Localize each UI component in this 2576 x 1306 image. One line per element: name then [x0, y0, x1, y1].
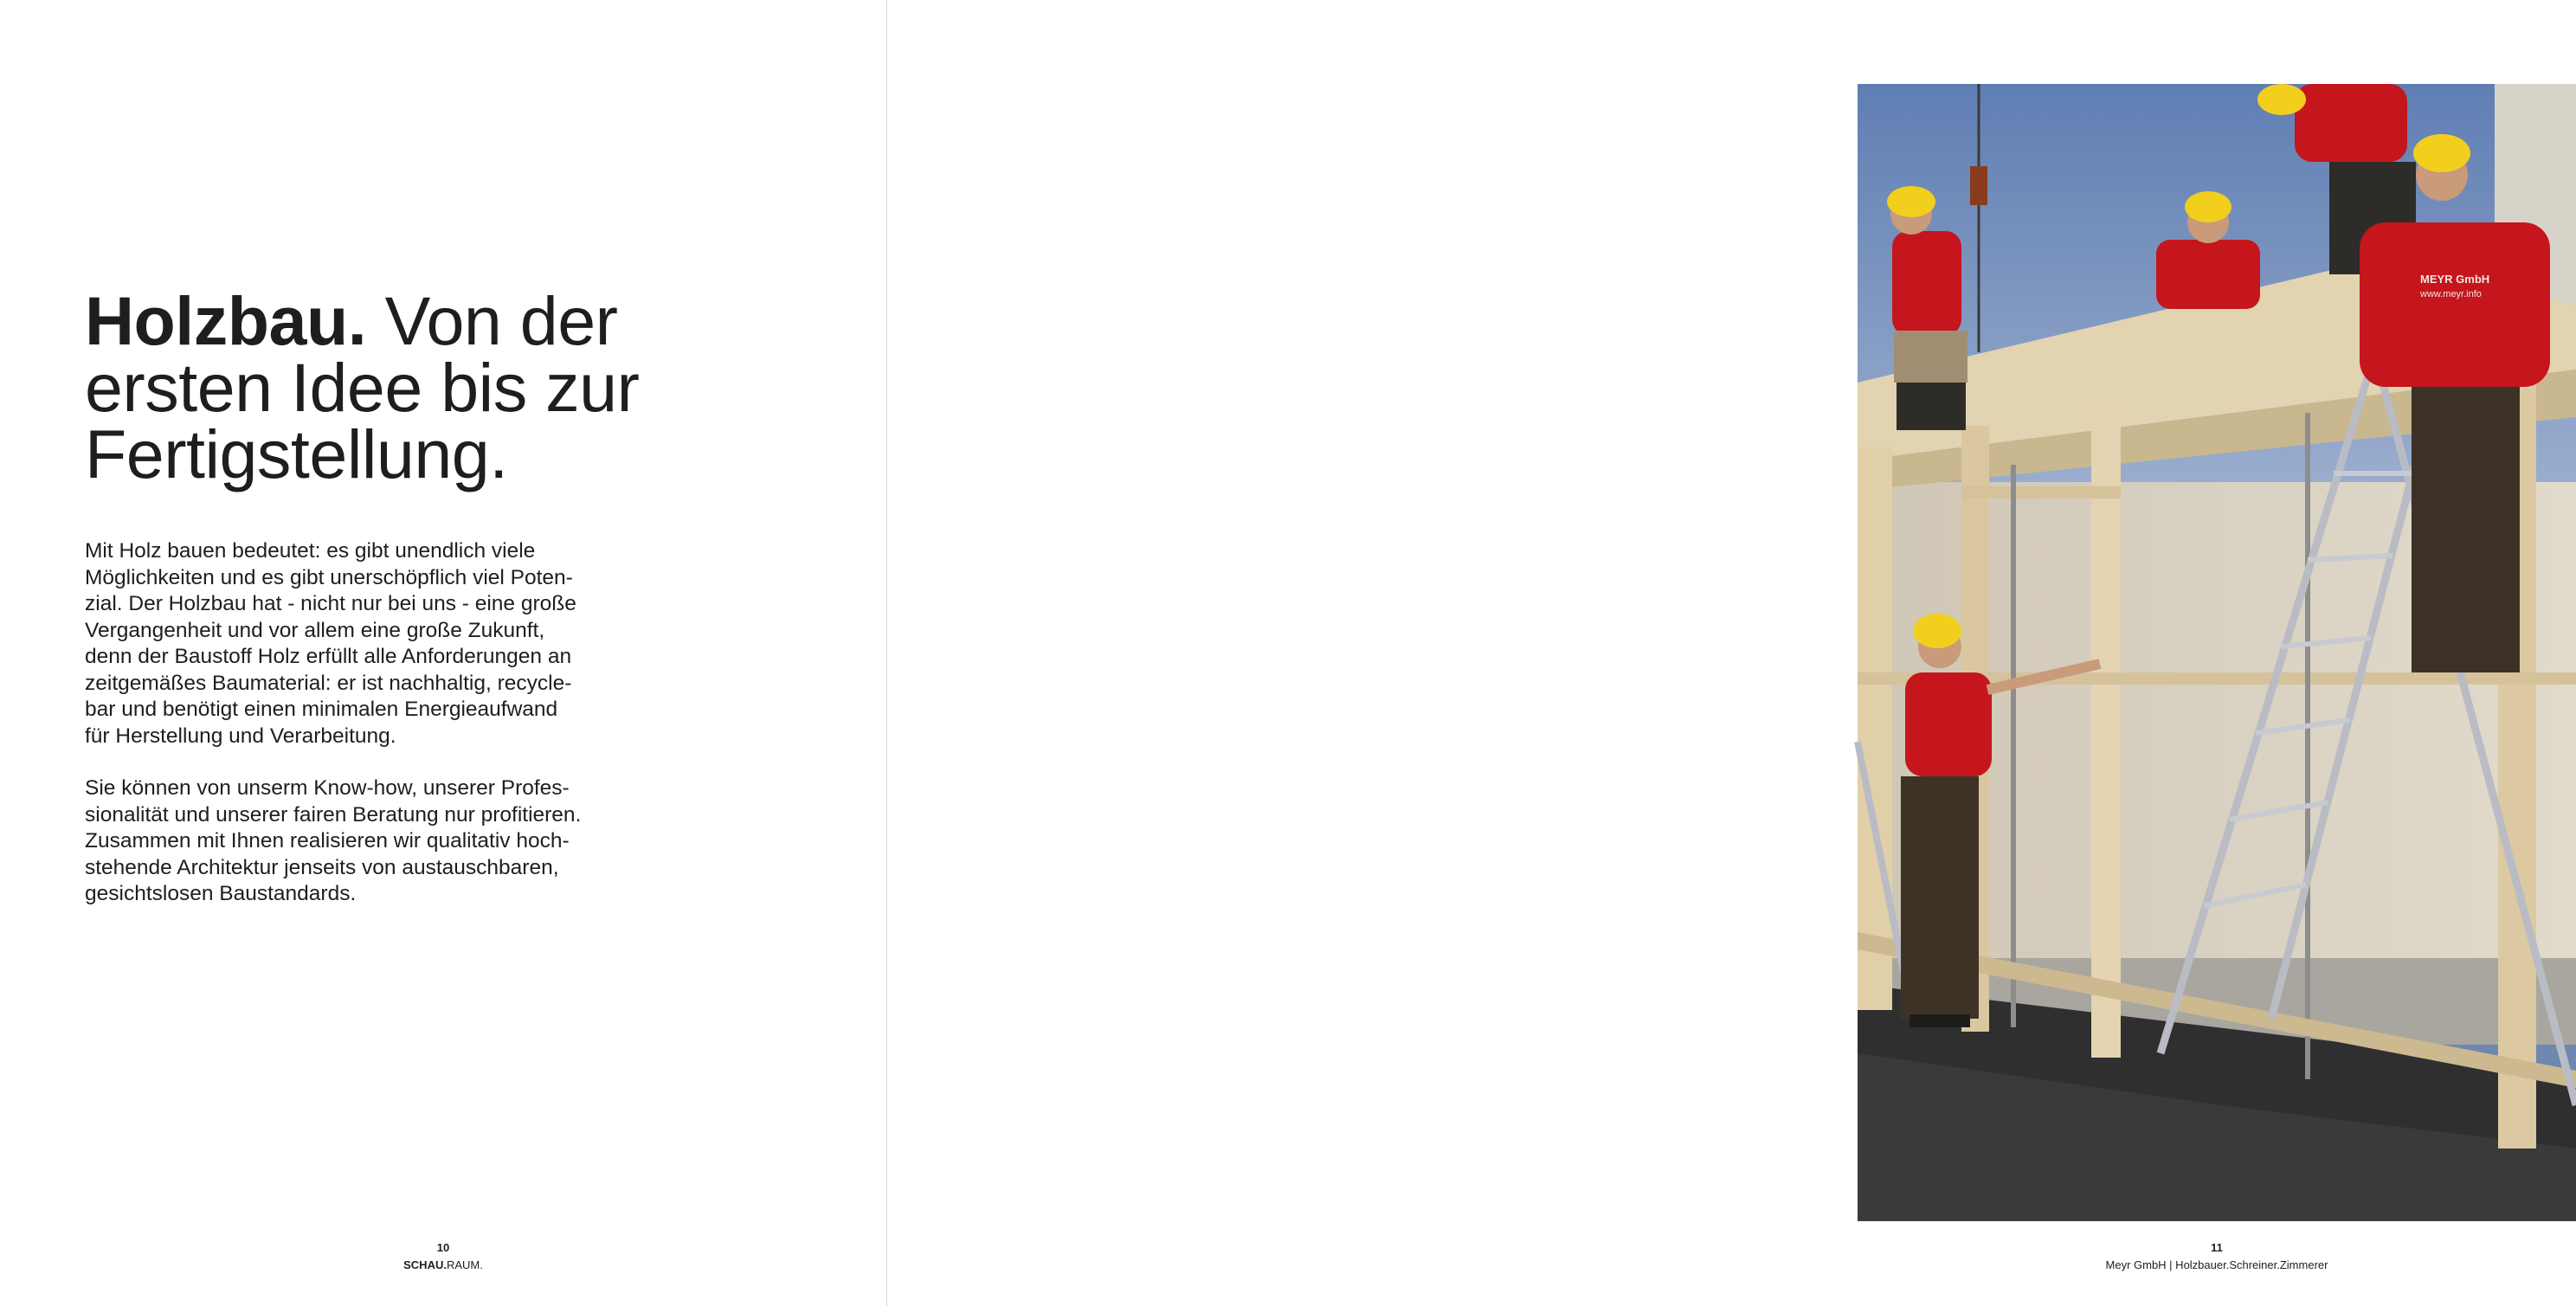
left-page: [0, 0, 886, 1306]
publication-name: [403, 1258, 483, 1271]
page-number: 10: [436, 1241, 450, 1254]
timber-post: [1858, 447, 1892, 1010]
paragraph-line: Vergangenheit und vor allem eine große Zukunft,: [85, 618, 545, 642]
paragraph-line: Zusammen mit Ihnen realisieren wir qualitativ hoch-: [85, 829, 570, 852]
headline-rest: Von der: [384, 282, 618, 359]
paragraph-line: stehende Architektur jenseits von austauschbaren,: [85, 855, 559, 879]
shirt-logo-line1: MEYR GmbH: [2420, 273, 2490, 286]
shirt-logo-line2: www.meyr.info: [2420, 289, 2482, 299]
paragraph-1: [85, 538, 656, 750]
paragraph-line: gesichtslosen Baustandards.: [85, 882, 357, 905]
paragraph-line: für Herstellung und Verarbeitung.: [85, 724, 396, 748]
headline-bold: Holzbau.: [85, 282, 367, 359]
paragraph-line: denn der Baustoff Holz erfüllt alle Anforderungen an: [85, 645, 572, 668]
paragraph-line: sionalität und unserer fairen Beratung nur profitieren.: [85, 802, 582, 827]
paragraph-line: Möglichkeiten und es gibt unerschöpflich viel Poten-: [85, 565, 573, 589]
publication-name-rest: RAUM.: [446, 1258, 483, 1271]
paragraph-line: Sie können von unserm Know-how, unserer Profes-: [85, 776, 570, 800]
paragraph-line: bar und benötigt einen minimalen Energieaufwand: [85, 698, 558, 721]
headline-line3: Fertigstellung.: [85, 415, 508, 492]
publication-name-bold: SCHAU.: [403, 1258, 447, 1271]
page-number: 11: [2211, 1241, 2223, 1254]
paragraph-line: zeitgemäßes Baumaterial: er ist nachhaltig, recycle-: [85, 671, 572, 695]
paragraph-line: Mit Holz bauen bedeutet: es gibt unendlich viele: [85, 539, 536, 563]
right-page-footer: [1957, 1239, 2476, 1274]
paragraph-2: [85, 775, 656, 908]
company-footer: Meyr GmbH | Holzbauer.Schreiner.Zimmerer: [2105, 1258, 2328, 1271]
right-page: [887, 0, 2490, 1306]
crane-hook: [1970, 166, 1987, 205]
paragraph-line: zial. Der Holzbau hat - nicht nur bei uns - eine große: [85, 592, 576, 615]
left-page-footer: [357, 1239, 530, 1274]
construction-photo: [1858, 84, 2576, 1221]
body-text: [85, 538, 656, 934]
headline-line2: ersten Idee bis zur: [85, 349, 640, 426]
headline: [85, 282, 743, 492]
timber-lintel: [1961, 486, 2121, 499]
construction-illustration: [1858, 84, 2576, 1221]
